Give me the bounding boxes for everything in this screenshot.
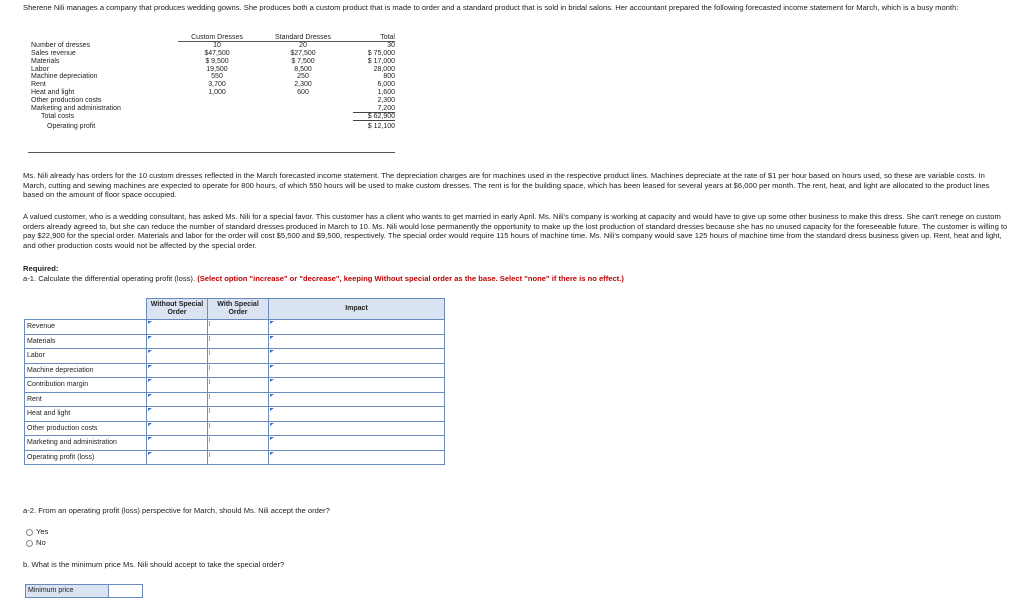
radio-option-yes[interactable] xyxy=(26,527,48,536)
input-flag-icon xyxy=(148,394,152,397)
input-flag-icon xyxy=(270,336,274,339)
input-flag-icon xyxy=(270,437,274,440)
is-cell: 28,000 xyxy=(373,65,395,73)
is-label: Other production costs xyxy=(31,97,102,105)
with-input[interactable] xyxy=(208,407,269,422)
radio-label-no: No xyxy=(36,538,46,547)
is-label: Heat and light xyxy=(31,89,75,97)
is-cell: 10 xyxy=(213,41,221,49)
is-label: Labor xyxy=(31,65,49,73)
is-label: Machine depreciation xyxy=(31,73,98,81)
is-row xyxy=(31,105,395,113)
is-label: Operating profit xyxy=(47,122,96,130)
question-b: b. What is the minimum price Ms. Nili should accept to take the special order? xyxy=(23,560,285,569)
without-input[interactable] xyxy=(147,421,208,436)
is-cell: 550 xyxy=(211,73,223,81)
col-standard-header: Standard Dresses xyxy=(274,34,332,41)
input-flag-icon xyxy=(148,437,152,440)
is-cell: 30 xyxy=(387,41,395,49)
table-row xyxy=(25,407,445,422)
question-a1-text: a-1. Calculate the differential operating profit (loss). xyxy=(23,274,196,283)
is-cell: 7,200 xyxy=(353,105,395,113)
is-row xyxy=(31,42,395,50)
input-flag-icon xyxy=(148,423,152,426)
minimum-price-field xyxy=(25,584,143,598)
is-cell: 1,000 xyxy=(208,89,226,97)
input-flag-icon xyxy=(270,394,274,397)
table-row xyxy=(25,334,445,349)
is-cell: $ 17,000 xyxy=(367,57,395,65)
table-header-row xyxy=(25,299,445,320)
input-flag-icon xyxy=(270,423,274,426)
radio-button-icon[interactable] xyxy=(26,540,33,547)
without-input[interactable] xyxy=(147,363,208,378)
is-row xyxy=(31,123,395,131)
without-input[interactable] xyxy=(147,334,208,349)
radio-label-yes: Yes xyxy=(36,527,49,536)
table-row xyxy=(25,450,445,465)
is-row xyxy=(31,50,395,58)
is-cell: $ 75,000 xyxy=(367,49,395,57)
radio-option-no[interactable] xyxy=(26,538,46,547)
is-row xyxy=(31,113,395,121)
row-label-machine-depreciation: Machine depreciation xyxy=(25,363,147,378)
is-row xyxy=(31,89,395,97)
input-flag-icon xyxy=(270,350,274,353)
header-with-special-order: With Special Order xyxy=(208,299,269,320)
is-row xyxy=(31,97,395,105)
without-input[interactable] xyxy=(147,450,208,465)
input-flag-icon xyxy=(148,321,152,324)
impact-input[interactable] xyxy=(269,436,445,451)
is-label: Materials xyxy=(31,57,60,65)
is-cell: 6,000 xyxy=(377,81,395,89)
is-row xyxy=(31,73,395,81)
is-label: Rent xyxy=(31,81,46,89)
is-cell: 1,600 xyxy=(377,89,395,97)
row-label-materials: Materials xyxy=(25,334,147,349)
is-cell: $ 7,500 xyxy=(291,57,315,65)
is-cell xyxy=(253,123,353,131)
table-row xyxy=(25,363,445,378)
impact-input[interactable] xyxy=(269,320,445,335)
table-row xyxy=(25,436,445,451)
impact-input[interactable] xyxy=(269,363,445,378)
is-cell: 20 xyxy=(299,41,307,49)
without-input[interactable] xyxy=(147,320,208,335)
is-cell: $ 62,900 xyxy=(353,113,395,121)
without-input[interactable] xyxy=(147,378,208,393)
header-impact: Impact xyxy=(269,299,445,320)
impact-input[interactable] xyxy=(269,378,445,393)
is-cell xyxy=(253,113,353,121)
input-flag-icon xyxy=(209,321,210,326)
is-cell: 600 xyxy=(297,89,309,97)
required-heading: Required: xyxy=(23,264,59,273)
row-label-contribution-margin: Contribution margin xyxy=(25,378,147,393)
input-flag-icon xyxy=(209,452,210,457)
intro-text: Sherene Nili manages a company that produces wedding gowns. She produces both a custom product that is made to order and a standard product that is sold in bridal salons. Her accountant prepared the following forecasted income statement for March, which is a busy month: xyxy=(23,3,959,12)
col-total-header: Total xyxy=(380,34,395,41)
is-cell xyxy=(181,123,253,131)
table-row xyxy=(25,392,445,407)
is-cell: 250 xyxy=(297,73,309,81)
statement-bottom-rule xyxy=(28,152,395,153)
col-custom-header: Custom Dresses xyxy=(191,34,243,41)
is-cell xyxy=(181,105,253,113)
question-a2: a-2. From an operating profit (loss) perspective for March, should Ms. Nili accept the order? xyxy=(23,506,330,515)
header-rule xyxy=(178,41,395,42)
question-a1 xyxy=(23,274,823,283)
input-flag-icon xyxy=(209,437,210,442)
input-flag-icon xyxy=(209,350,210,355)
is-cell: $ 9,500 xyxy=(205,57,229,65)
with-input[interactable] xyxy=(208,320,269,335)
is-label: Total costs xyxy=(41,112,75,120)
is-cell: 2,300 xyxy=(294,81,312,89)
with-input[interactable] xyxy=(208,363,269,378)
input-flag-icon xyxy=(209,394,210,399)
row-label-rent: Rent xyxy=(25,392,147,407)
input-flag-icon xyxy=(209,379,210,384)
with-input[interactable] xyxy=(208,450,269,465)
is-cell: $27,500 xyxy=(290,49,316,57)
input-flag-icon xyxy=(209,423,210,428)
row-label-labor: Labor xyxy=(25,349,147,364)
radio-button-icon[interactable] xyxy=(26,529,33,536)
is-cell xyxy=(253,97,353,105)
is-cell: 8,500 xyxy=(294,65,312,73)
question-a1-instruction: (Select option "increase" or "decrease", keeping Without special order as the base. Select "none" if there is no effect.) xyxy=(197,274,624,283)
row-label-operating-profit: Operating profit (loss) xyxy=(25,450,147,465)
input-flag-icon xyxy=(270,321,274,324)
input-flag-icon xyxy=(270,379,274,382)
input-flag-icon xyxy=(148,365,152,368)
table-row xyxy=(25,421,445,436)
minimum-price-input[interactable] xyxy=(108,585,142,597)
table-row xyxy=(25,378,445,393)
table-row xyxy=(25,349,445,364)
without-input[interactable] xyxy=(147,436,208,451)
with-input[interactable] xyxy=(208,349,269,364)
with-input[interactable] xyxy=(208,421,269,436)
is-row xyxy=(31,81,395,89)
is-cell: 19,500 xyxy=(206,65,228,73)
table-row xyxy=(25,320,445,335)
income-statement xyxy=(31,34,395,131)
impact-input[interactable] xyxy=(269,421,445,436)
input-flag-icon xyxy=(148,408,152,411)
paragraph-special-order: A valued customer, who is a wedding consultant, has asked Ms. Nili for a special favor. This customer has a client who wants to get married in early April. Ms. Nili's company is working at capacity and would have to give up some other business to make this dress. She can't renege on custom orders already agreed to, but she can reduce the number of standard dresses produced in March to 10. Ms. Nili would lose permanently the opportunity to make up the lost production of standard dresses because she has no unused capacity for the foreseeable future. The customer is willing to pay $22,900 for the special order. Materials and labor for the order will cost $5,500 and $9,500, respectively. The special order would require 115 hours of machine time. Ms. Nili's company would save 125 hours of machine time from the standard dress business given up. Rent, heat and light, and other production costs would not be affected by the special order. xyxy=(23,212,1008,250)
paragraph-depreciation: Ms. Nili already has orders for the 10 custom dresses reflected in the March forecasted income statement. The depreciation charges are for machines used in the respective product lines. Machines depreciate at the rate of $1 per hour based on hours used, so these are variable costs. In March, cutting and sewing machines are expected to operate for 800 hours, of which 550 hours will be used to make custom dresses. The rent is for the building space, which has been leased for several years at $6,000 per month. The rent, heat, and light are allocated to the product lines based on the amount of floor space occupied. xyxy=(23,171,990,200)
with-input[interactable] xyxy=(208,436,269,451)
input-flag-icon xyxy=(209,336,210,341)
impact-input[interactable] xyxy=(269,392,445,407)
with-input[interactable] xyxy=(208,378,269,393)
is-label: Sales revenue xyxy=(31,49,76,57)
row-label-revenue: Revenue xyxy=(25,320,147,335)
input-flag-icon xyxy=(270,408,274,411)
is-cell xyxy=(253,105,353,113)
minimum-price-label: Minimum price xyxy=(26,585,108,597)
is-label: Number of dresses xyxy=(31,41,91,49)
input-flag-icon xyxy=(270,452,274,455)
input-flag-icon xyxy=(148,379,152,382)
row-label-marketing-and-administration: Marketing and administration xyxy=(25,436,147,451)
with-input[interactable] xyxy=(208,392,269,407)
input-flag-icon xyxy=(209,408,210,413)
input-flag-icon xyxy=(209,365,210,370)
input-flag-icon xyxy=(148,452,152,455)
is-cell: 800 xyxy=(383,73,395,81)
impact-input[interactable] xyxy=(269,334,445,349)
is-cell: 2,300 xyxy=(377,97,395,105)
impact-input[interactable] xyxy=(269,407,445,422)
is-cell: $ 12,100 xyxy=(367,122,395,130)
is-row xyxy=(31,58,395,66)
row-label-heat-and-light: Heat and light xyxy=(25,407,147,422)
input-flag-icon xyxy=(148,336,152,339)
without-input[interactable] xyxy=(147,407,208,422)
is-cell xyxy=(181,113,253,121)
input-flag-icon xyxy=(270,365,274,368)
without-input[interactable] xyxy=(147,392,208,407)
with-input[interactable] xyxy=(208,334,269,349)
is-cell xyxy=(181,97,253,105)
is-label: Marketing and administration xyxy=(31,105,121,113)
differential-analysis-table xyxy=(24,298,445,465)
header-without-special-order: Without Special Order xyxy=(147,299,208,320)
impact-input[interactable] xyxy=(269,450,445,465)
is-cell: 3,700 xyxy=(208,81,226,89)
input-flag-icon xyxy=(148,350,152,353)
row-label-other-production-costs: Other production costs xyxy=(25,421,147,436)
is-row xyxy=(31,66,395,74)
is-cell: $47,500 xyxy=(204,49,230,57)
without-input[interactable] xyxy=(147,349,208,364)
impact-input[interactable] xyxy=(269,349,445,364)
